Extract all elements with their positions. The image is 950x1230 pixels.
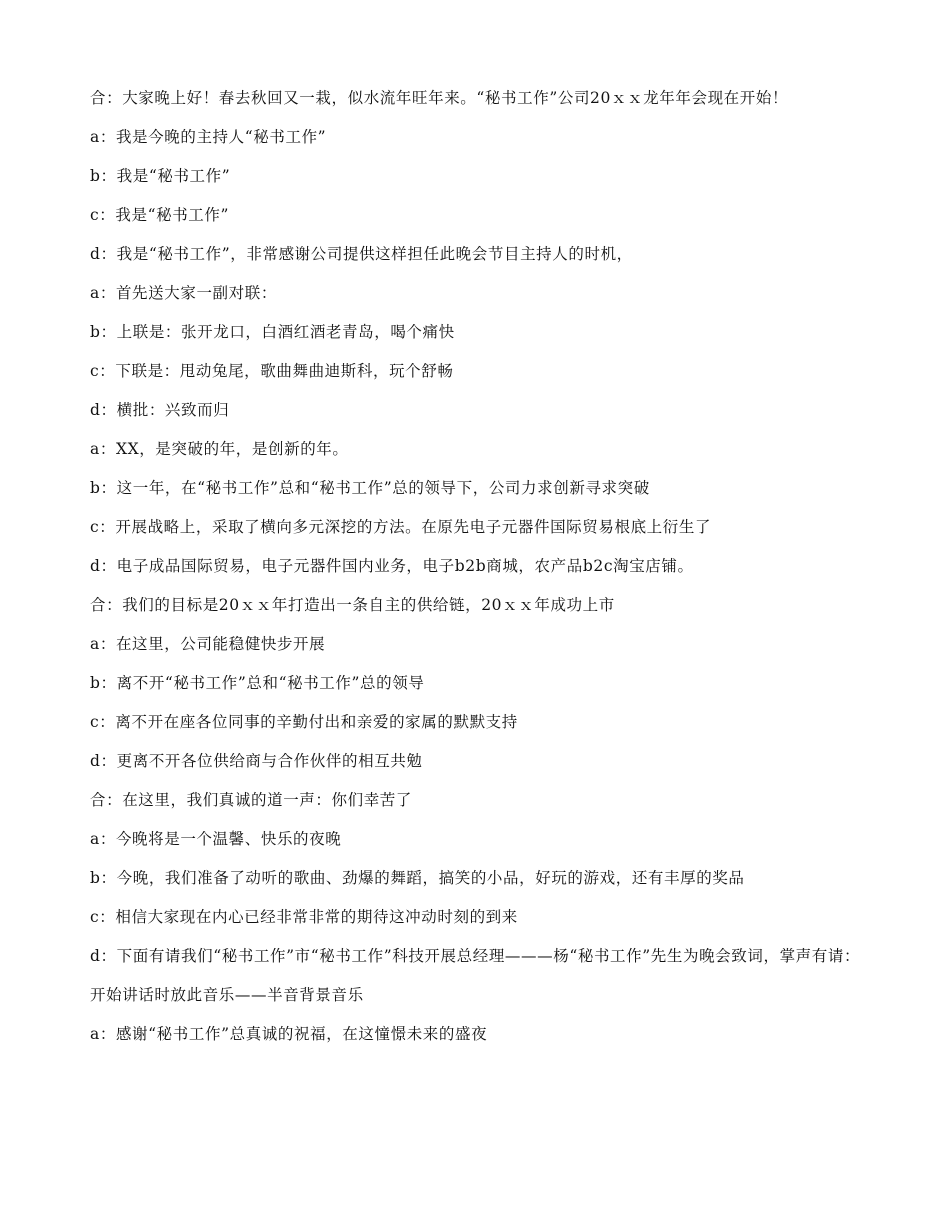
paragraph-4: c：我是“秘书工作”: [90, 206, 230, 224]
paragraph-13: d：电子成品国际贸易，电子元器件国内业务，电子b2b商城，农产品b2c淘宝店铺。: [90, 557, 694, 575]
paragraph-2: a：我是今晚的主持人“秘书工作”: [90, 128, 327, 146]
paragraph-5: d：我是“秘书工作”，非常感谢公司提供这样担任此晚会节目主持人的时机，: [90, 245, 633, 263]
paragraph-15: a：在这里，公司能稳健快步开展: [90, 635, 326, 653]
document-body: [90, 88, 865, 1063]
paragraph-14: 合：我们的目标是20ｘｘ年打造出一条自主的供给链，20ｘｘ年成功上市: [90, 596, 615, 614]
paragraph-20: a：今晚将是一个温馨、快乐的夜晚: [90, 830, 342, 848]
paragraph-9: d：横批：兴致而归: [90, 401, 230, 419]
paragraph-19: 合：在这里，我们真诚的道一声：你们幸苦了: [90, 791, 413, 809]
paragraph-8: c：下联是：甩动兔尾，歌曲舞曲迪斯科，玩个舒畅: [90, 362, 454, 380]
paragraph-23: d：下面有请我们“秘书工作”市“秘书工作”科技开展总经理———杨“秘书工作”先生为晚会致词，掌声有请：: [90, 947, 861, 965]
paragraph-6: a：首先送大家一副对联：: [90, 284, 277, 302]
paragraph-25: a：感谢“秘书工作”总真诚的祝福，在这憧憬未来的盛夜: [90, 1025, 488, 1043]
paragraph-3: b：我是“秘书工作”: [90, 167, 231, 185]
paragraph-10: a：XX，是突破的年，是创新的年。: [90, 440, 349, 458]
paragraph-17: c：离不开在座各位同事的辛勤付出和亲爱的家属的默默支持: [90, 713, 518, 731]
paragraph-24: 开始讲话时放此音乐——半音背景音乐: [90, 986, 364, 1004]
paragraph-16: b：离不开“秘书工作”总和“秘书工作”总的领导: [90, 674, 425, 692]
paragraph-21: b：今晚，我们准备了动听的歌曲、劲爆的舞蹈，搞笑的小品，好玩的游戏，还有丰厚的奖品: [90, 869, 745, 887]
paragraph-22: c：相信大家现在内心已经非常非常的期待这冲动时刻的到来: [90, 908, 518, 926]
paragraph-11: b：这一年，在“秘书工作”总和“秘书工作”总的领导下，公司力求创新寻求突破: [90, 479, 650, 497]
paragraph-12: c：开展战略上，采取了横向多元深挖的方法。在原先电子元器件国际贸易根底上衍生了: [90, 518, 712, 536]
paragraph-18: d：更离不开各位供给商与合作伙伴的相互共勉: [90, 752, 423, 770]
paragraph-1: 合：大家晚上好！春去秋回又一栽，似水流年旺年来。“秘书工作”公司20ｘｘ龙年年会现在开始！: [90, 89, 789, 107]
paragraph-7: b：上联是：张开龙口，白酒红酒老青岛，喝个痛快: [90, 323, 455, 341]
